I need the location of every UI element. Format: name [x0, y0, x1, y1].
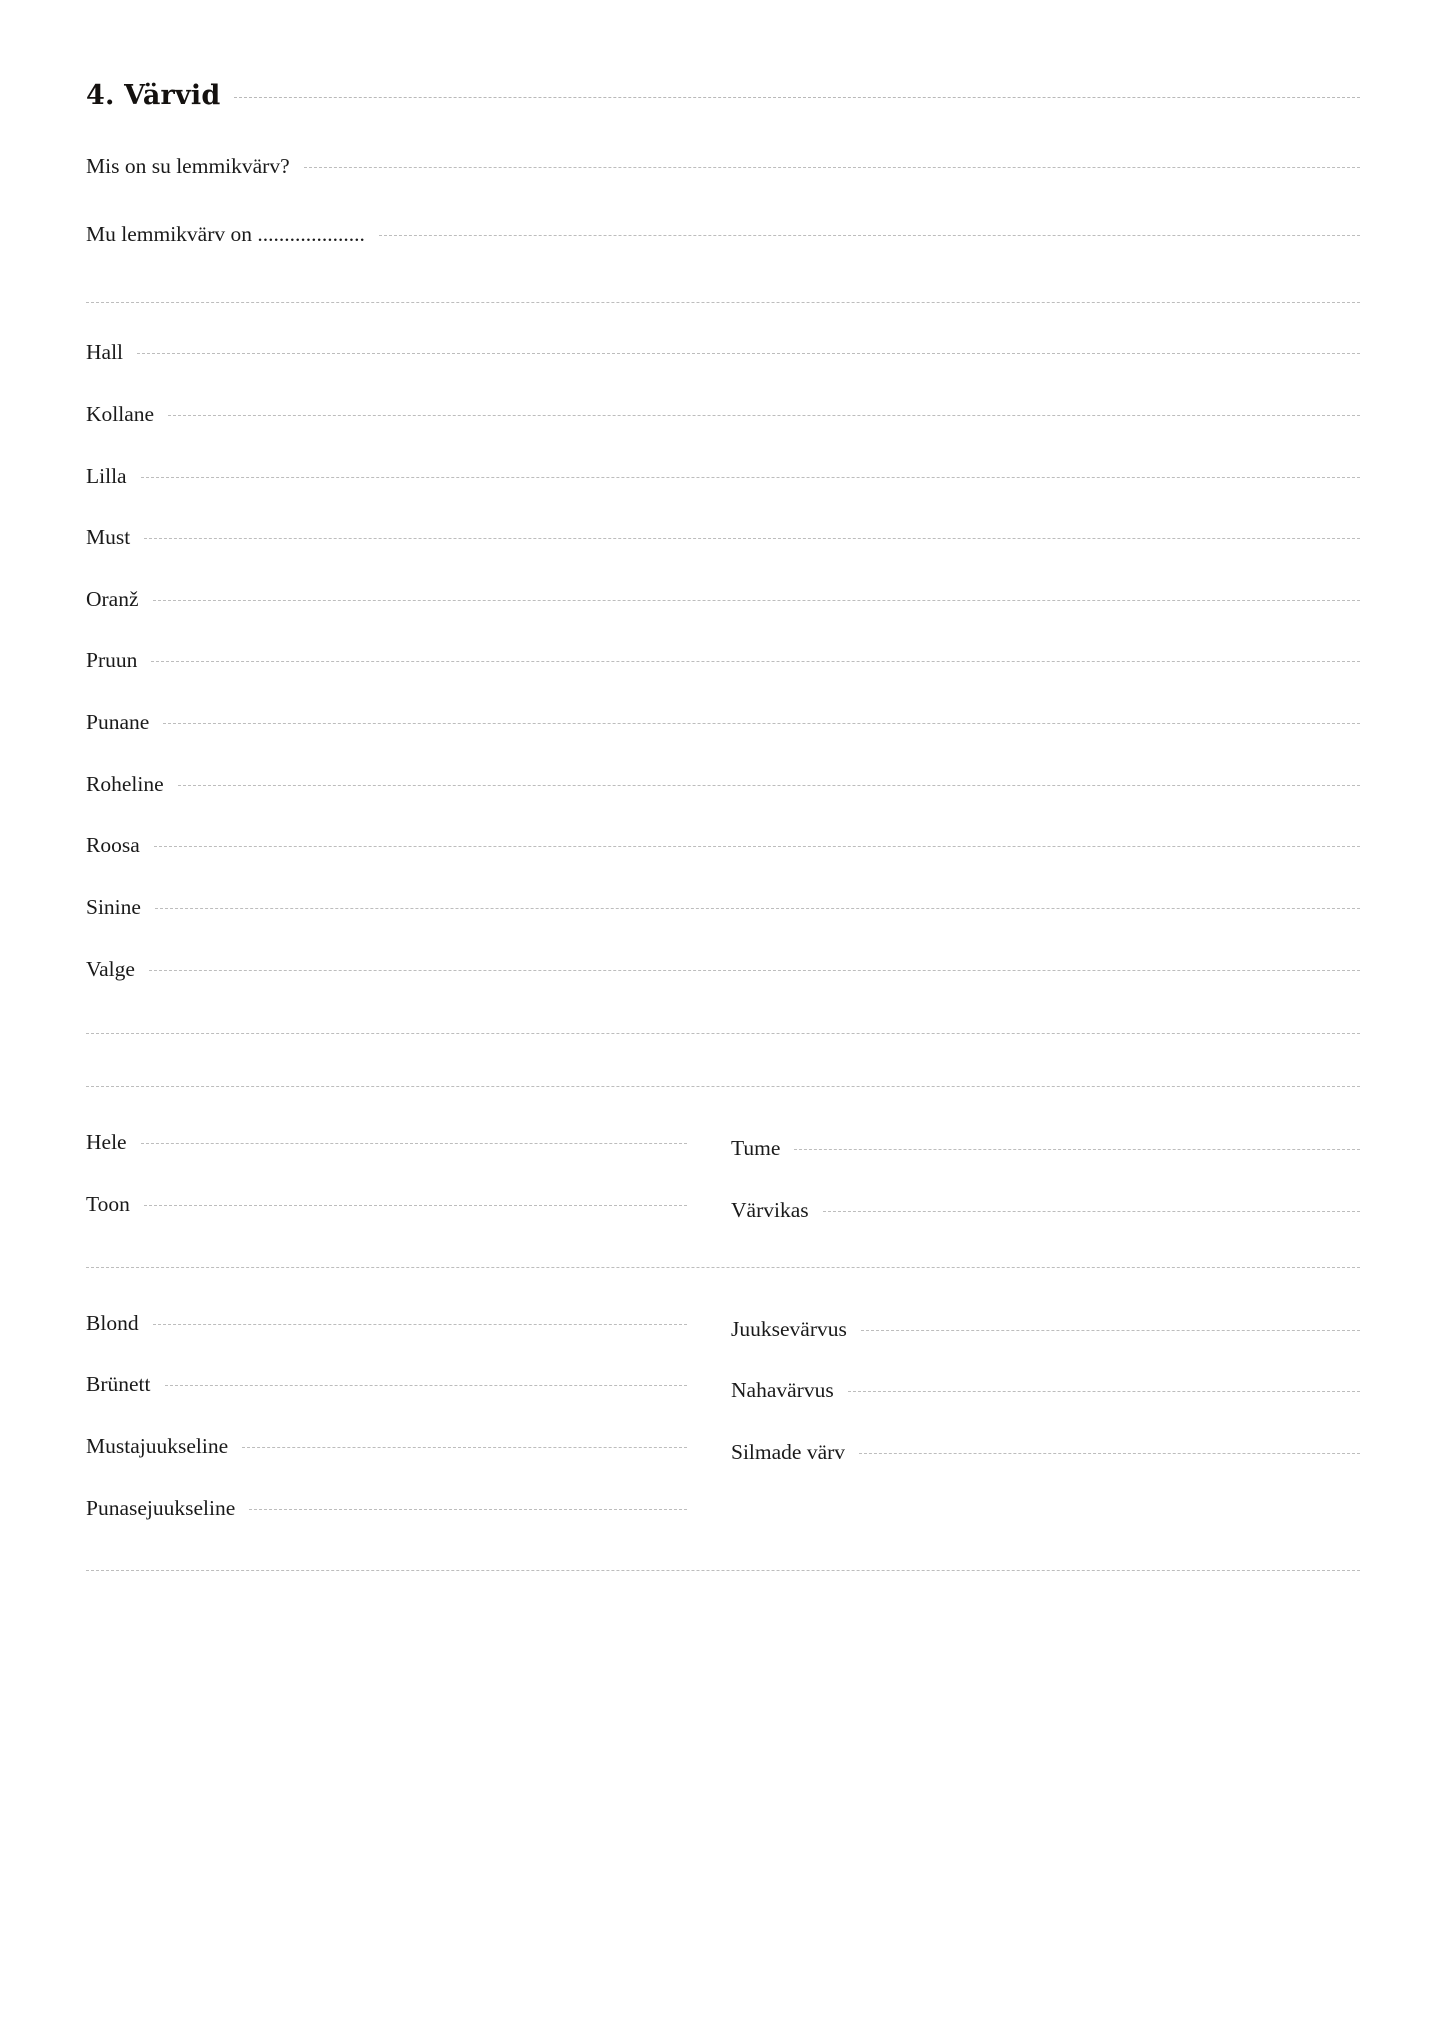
- vocab-row: [86, 1497, 687, 1521]
- vocab-row: [86, 403, 1360, 427]
- vocab-row: [731, 1318, 1360, 1342]
- answer-line[interactable]: [165, 1385, 688, 1386]
- answer-line[interactable]: [149, 970, 1360, 971]
- vocab-row: [86, 588, 1360, 612]
- question-row: [86, 223, 1360, 247]
- section-divider: [86, 1033, 1360, 1034]
- section-divider: [86, 1570, 1360, 1571]
- appearance-column-right: [723, 1274, 1360, 1527]
- vocab-label: Mustajuukseline: [86, 1433, 229, 1458]
- answer-line[interactable]: [379, 235, 1360, 236]
- question-label: Mu lemmikvärv on ....................: [86, 221, 365, 246]
- shades-column-left: [86, 1087, 723, 1216]
- shades-block: [86, 1087, 1360, 1222]
- vocab-row: [86, 1435, 687, 1459]
- vocab-row: [86, 465, 1360, 489]
- answer-line[interactable]: [242, 1447, 687, 1448]
- vocab-label: Hall: [86, 340, 124, 365]
- answer-line[interactable]: [155, 908, 1360, 909]
- appearance-column-left: [86, 1268, 723, 1521]
- vocab-label: Must: [86, 525, 131, 550]
- vocab-row: [86, 711, 1360, 735]
- answer-line[interactable]: [151, 661, 1360, 662]
- answer-line[interactable]: [794, 1149, 1360, 1150]
- vocab-label: Kollane: [86, 401, 155, 426]
- appearance-block: [86, 1268, 1360, 1521]
- vocab-label: Pruun: [86, 648, 138, 673]
- vocab-label: Blond: [86, 1310, 139, 1335]
- vocab-label: Sinine: [86, 895, 141, 920]
- answer-line[interactable]: [249, 1509, 687, 1510]
- vocab-label: Tume: [731, 1136, 781, 1161]
- vocab-row: [86, 649, 1360, 673]
- answer-line[interactable]: [168, 415, 1360, 416]
- vocab-row: [731, 1441, 1360, 1465]
- vocab-row: [731, 1199, 1360, 1223]
- vocab-row: [86, 773, 1360, 797]
- vocab-row: [731, 1137, 1360, 1161]
- vocab-label: Silmade värv: [731, 1439, 846, 1464]
- question-label: Mis on su lemmikvärv?: [86, 154, 290, 178]
- vocab-row: [86, 1193, 687, 1217]
- vocab-row: [86, 526, 1360, 550]
- vocab-label: Nahavärvus: [731, 1378, 834, 1403]
- answer-line[interactable]: [153, 600, 1360, 601]
- vocab-label: Värvikas: [731, 1197, 809, 1222]
- answer-line[interactable]: [163, 723, 1360, 724]
- vocab-label: Lilla: [86, 463, 127, 488]
- answer-line[interactable]: [178, 785, 1360, 786]
- vocab-label: Roheline: [86, 771, 164, 796]
- vocab-label: Hele: [86, 1130, 127, 1155]
- answer-line[interactable]: [141, 477, 1360, 478]
- answer-line[interactable]: [153, 1324, 687, 1325]
- vocab-row: [731, 1379, 1360, 1403]
- title-dotted-rule: [234, 97, 1360, 98]
- question-row: [86, 155, 1360, 179]
- answer-line[interactable]: [144, 1205, 687, 1206]
- section-title-row: [86, 80, 1360, 111]
- vocab-label: Punane: [86, 710, 150, 735]
- answer-line[interactable]: [144, 538, 1360, 539]
- page-title: 4. Värvid: [86, 80, 221, 111]
- vocab-row: [86, 834, 1360, 858]
- vocab-label: Oranž: [86, 586, 139, 611]
- section-divider: [86, 302, 1360, 303]
- page-content: [86, 0, 1360, 1571]
- vocab-label: Punasejuukseline: [86, 1495, 236, 1520]
- vocab-label: Brünett: [86, 1372, 151, 1397]
- shades-column-right: [723, 1093, 1360, 1222]
- vocab-row: [86, 341, 1360, 365]
- vocab-label: Toon: [86, 1191, 130, 1216]
- answer-line[interactable]: [304, 167, 1360, 168]
- answer-line[interactable]: [137, 353, 1360, 354]
- vocab-row: [86, 958, 1360, 982]
- answer-line[interactable]: [823, 1211, 1360, 1212]
- vocab-label: Juuksevärvus: [731, 1316, 847, 1341]
- vocab-row: [86, 1312, 687, 1336]
- vocab-label: Valge: [86, 956, 135, 981]
- vocab-row: [86, 896, 1360, 920]
- vocab-row: [86, 1131, 687, 1155]
- answer-line[interactable]: [859, 1453, 1360, 1454]
- vocab-label: Roosa: [86, 833, 140, 858]
- answer-line[interactable]: [141, 1143, 687, 1144]
- vocab-row: [86, 1373, 687, 1397]
- answer-line[interactable]: [154, 846, 1360, 847]
- answer-line[interactable]: [848, 1391, 1360, 1392]
- answer-line[interactable]: [861, 1330, 1360, 1331]
